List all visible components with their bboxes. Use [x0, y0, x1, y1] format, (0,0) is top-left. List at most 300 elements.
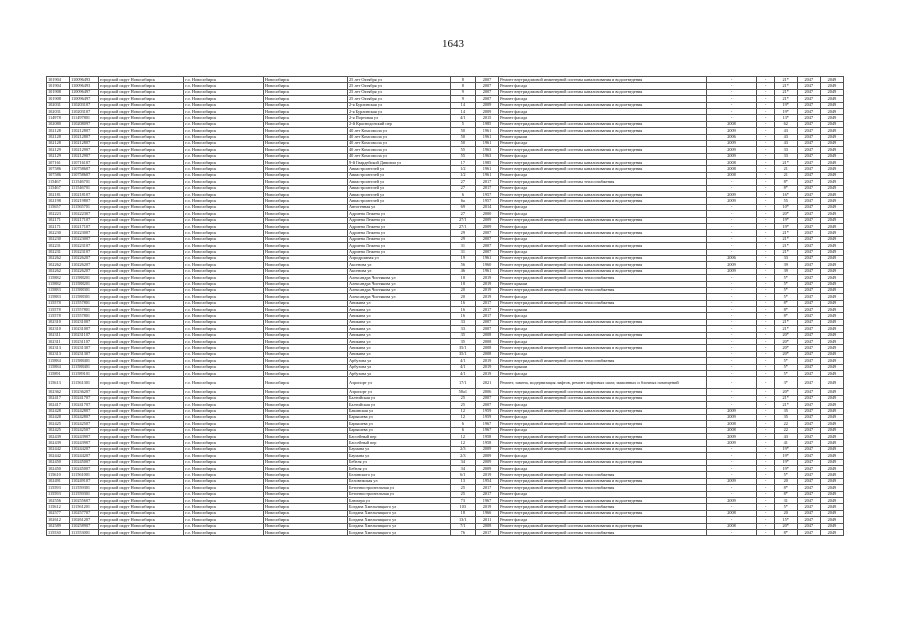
table-cell: 2049	[820, 223, 843, 229]
table-cell: Ремонт внутридомовой инженерной системы канализования и водоотведения	[499, 77, 707, 83]
table-cell: г.о. Новосибирск	[184, 377, 264, 389]
table-cell: Аникина ул	[348, 326, 451, 332]
table-cell: 102428	[47, 408, 70, 414]
table-cell: городской округ Новосибирск	[98, 510, 183, 516]
table-cell: 50	[450, 134, 475, 140]
table-cell: 62	[774, 121, 797, 127]
table-cell: городской округ Новосибирск	[98, 147, 183, 153]
table-cell: г.о. Новосибирск	[184, 115, 264, 121]
table-cell: 2049	[820, 491, 843, 497]
table-cell: Ремонт фасада	[499, 172, 707, 178]
table-cell: 2049	[820, 459, 843, 465]
table-cell: г.о. Новосибирск	[184, 414, 264, 420]
table-cell: -	[757, 230, 774, 236]
table-cell: городской округ Новосибирск	[98, 440, 183, 446]
table-cell: Новосибирск	[263, 446, 347, 452]
table-cell: 1959	[476, 408, 499, 414]
table-cell: г.о. Новосибирск	[184, 268, 264, 274]
table-cell: Новосибирск	[263, 230, 347, 236]
table-cell: Аксенова ул	[348, 268, 451, 274]
table-cell: 2047	[797, 402, 820, 408]
table-cell: 2049	[820, 395, 843, 401]
table-cell: 16	[450, 300, 475, 306]
table-cell: 2049	[820, 153, 843, 159]
table-cell: 25	[450, 395, 475, 401]
table-cell: 21*	[774, 395, 797, 401]
table-cell: 111588301	[70, 294, 99, 300]
table-cell: г.о. Новосибирск	[184, 77, 264, 83]
table-cell: -	[757, 179, 774, 185]
table-cell: -	[706, 326, 757, 332]
table-cell: 1957	[476, 198, 499, 204]
table-cell: Новосибирск	[263, 262, 347, 268]
table-cell: 2047	[797, 96, 820, 102]
table-cell: г.о. Новосибирск	[184, 498, 264, 504]
table-cell: 115578	[47, 307, 70, 313]
table-cell: 2049	[820, 115, 843, 121]
table-cell: 13/1	[450, 517, 475, 523]
table-cell: 19*	[774, 466, 797, 472]
table-cell: -	[757, 223, 774, 229]
table-cell: -	[706, 529, 757, 535]
table-cell: Новосибирск	[263, 281, 347, 287]
table-cell: Аникина ул	[348, 319, 451, 325]
table-cell: г.о. Новосибирск	[184, 332, 264, 338]
table-cell: 2047	[797, 319, 820, 325]
table-cell: Ремонт фасада	[499, 223, 707, 229]
table-cell: -	[757, 128, 774, 134]
table-cell: -	[706, 96, 757, 102]
table-cell: Ремонт фасада	[499, 294, 707, 300]
table-cell: Новосибирск	[263, 89, 347, 95]
table-cell: 2047	[797, 339, 820, 345]
table-cell: 2049	[820, 326, 843, 332]
table-cell: г.о. Новосибирск	[184, 434, 264, 440]
table-cell: 5*	[774, 281, 797, 287]
table-cell: Ремонт внутридомовой инженерной системы канализования и водоотведения	[499, 389, 707, 395]
table-cell: -	[757, 485, 774, 491]
table-cell: -	[757, 217, 774, 223]
table-cell: 2049	[820, 485, 843, 491]
table-cell: 2047	[797, 134, 820, 140]
table-cell: г.о. Новосибирск	[184, 517, 264, 523]
table-cell: г.о. Новосибирск	[184, 529, 264, 535]
table-cell: 27	[450, 179, 475, 185]
table-cell: 111588401	[70, 364, 99, 370]
table-cell: 27	[450, 185, 475, 191]
table-cell: Новосибирск	[263, 485, 347, 491]
table-cell: 115882	[47, 275, 70, 281]
table-cell: Новосибирск	[263, 491, 347, 497]
table-cell: Новосибирск	[263, 529, 347, 535]
table-cell: -	[757, 153, 774, 159]
table-cell: -	[757, 249, 774, 255]
table-cell: 6а	[450, 198, 475, 204]
table-cell: 21*	[774, 319, 797, 325]
table-cell: 21*	[774, 236, 797, 242]
table-cell: 2047	[797, 77, 820, 83]
table-cell: Ремонт внутридомовой инженерной системы теплоснабжения	[499, 504, 707, 510]
table-cell: 111588201	[70, 281, 99, 287]
table-cell: 1/2	[450, 166, 475, 172]
table-cell: 12	[450, 414, 475, 420]
table-cell: 1961	[476, 128, 499, 134]
table-cell: 115593	[47, 485, 70, 491]
table-cell: -	[757, 459, 774, 465]
table-cell: Белинского ул	[348, 472, 451, 478]
table-cell: городской округ Новосибирск	[98, 345, 183, 351]
table-cell: городской округ Новосибирск	[98, 485, 183, 491]
table-cell: городской округ Новосибирск	[98, 523, 183, 529]
table-cell: 115884	[47, 364, 70, 370]
table-cell: 2047	[797, 287, 820, 293]
table-cell: 2047	[797, 510, 820, 516]
table-cell: 102556	[47, 498, 70, 504]
table-cell: 2049	[820, 211, 843, 217]
table-cell: г.о. Новосибирск	[184, 160, 264, 166]
table-cell: Новосибирск	[263, 128, 347, 134]
table-cell: Блюхера ул	[348, 498, 451, 504]
table-cell: 29	[450, 236, 475, 242]
table-cell: -	[757, 243, 774, 249]
table-cell: городской округ Новосибирск	[98, 255, 183, 261]
table-cell: 9-й Гвардейской Дивизии ул	[348, 160, 451, 166]
table-cell: 2047	[797, 370, 820, 376]
table-cell: городской округ Новосибирск	[98, 287, 183, 293]
table-cell: 20*	[774, 211, 797, 217]
table-cell: 56	[450, 262, 475, 268]
table-cell: 2008	[476, 332, 499, 338]
table-cell: 2009	[706, 440, 757, 446]
table-cell: 2049	[820, 236, 843, 242]
table-cell: 35	[774, 414, 797, 420]
table-cell: 2047	[797, 172, 820, 178]
table-cell: 5*	[774, 504, 797, 510]
table-cell: 102417	[47, 402, 70, 408]
table-cell: Ремонт внутридомовой инженерной системы канализования и водоотведения	[499, 408, 707, 414]
table-cell: Новосибирск	[263, 166, 347, 172]
table-cell: городской округ Новосибирск	[98, 498, 183, 504]
table-cell: -	[757, 300, 774, 306]
table-cell: Барышева ул	[348, 414, 451, 420]
table-cell: 102128	[47, 134, 70, 140]
table-cell: -	[757, 358, 774, 364]
table-cell: 3*	[774, 377, 797, 389]
table-cell: городской округ Новосибирск	[98, 198, 183, 204]
table-cell: Бакинская ул	[348, 408, 451, 414]
table-cell: 115613	[47, 377, 70, 389]
table-cell: 2049	[820, 102, 843, 108]
table-cell: 2021	[476, 377, 499, 389]
table-cell: Ремонт внутридомовой инженерной системы канализования и водоотведения	[499, 268, 707, 274]
table-cell: Аэропорт ул	[348, 389, 451, 395]
table-cell: Баумана ул	[348, 453, 451, 459]
table-cell: -	[757, 134, 774, 140]
table-cell: 111561301	[70, 377, 99, 389]
table-cell: 2047	[797, 108, 820, 114]
table-cell: г.о. Новосибирск	[184, 300, 264, 306]
table-cell: 110243907	[70, 440, 99, 446]
table-cell: 12	[450, 440, 475, 446]
table-cell: 2009	[706, 153, 757, 159]
table-cell: -	[706, 446, 757, 452]
table-cell: 110261207	[70, 517, 99, 523]
table-cell: Адриена Лежена ул	[348, 249, 451, 255]
table-cell: 102310	[47, 326, 70, 332]
table-cell: Новосибирск	[263, 211, 347, 217]
table-cell: 1966	[476, 510, 499, 516]
table-cell: 110212907	[70, 147, 99, 153]
table-cell: 29	[450, 230, 475, 236]
table-cell: 1963	[476, 153, 499, 159]
table-cell: 1954	[476, 478, 499, 484]
table-cell: 2049	[820, 140, 843, 146]
table-cell: Ремонт внутридомовой инженерной системы канализования и водоотведения	[499, 147, 707, 153]
table-cell: 4/1	[450, 364, 475, 370]
table-cell: г.о. Новосибирск	[184, 230, 264, 236]
table-cell: 2008	[706, 172, 757, 178]
table-cell: Ремонт фасада	[499, 249, 707, 255]
table-cell: Новосибирск	[263, 319, 347, 325]
table-cell: 115883	[47, 294, 70, 300]
table-cell: -	[706, 472, 757, 478]
table-cell: 110096493	[70, 77, 99, 83]
table-cell: г.о. Новосибирск	[184, 172, 264, 178]
table-cell: Ремонт фасада	[499, 351, 707, 357]
table-cell: 34	[450, 459, 475, 465]
table-cell: -	[706, 115, 757, 121]
table-cell: г.о. Новосибирск	[184, 134, 264, 140]
table-cell: г.о. Новосибирск	[184, 198, 264, 204]
table-cell: -	[757, 440, 774, 446]
table-cell: 1961	[476, 268, 499, 274]
table-cell: 102198	[47, 198, 70, 204]
table-cell: 2009	[706, 262, 757, 268]
table-cell: 43	[774, 128, 797, 134]
table-cell: 111588301	[70, 287, 99, 293]
table-cell: 2049	[820, 128, 843, 134]
table-cell: Новосибирск	[263, 326, 347, 332]
table-cell: -	[757, 198, 774, 204]
table-cell: 115883	[47, 287, 70, 293]
table-cell: Ремонт внутридомовой инженерной системы канализования и водоотведения	[499, 459, 707, 465]
table-cell: 2049	[820, 166, 843, 172]
table-cell: 21*	[774, 243, 797, 249]
table-cell: 2047	[797, 230, 820, 236]
table-cell: г.о. Новосибирск	[184, 395, 264, 401]
table-cell: 35	[450, 339, 475, 345]
table-cell: 25 лет Октября ул	[348, 77, 451, 83]
table-cell: 2049	[820, 179, 843, 185]
table-cell: 2049	[820, 121, 843, 127]
table-cell: Новосибирск	[263, 204, 347, 210]
table-cell: 111588401	[70, 358, 99, 364]
table-cell: 110203107	[70, 108, 99, 114]
table-cell: 33	[450, 326, 475, 332]
table-cell: городской округ Новосибирск	[98, 370, 183, 376]
table-cell: Новосибирск	[263, 498, 347, 504]
table-cell: 2007	[476, 319, 499, 325]
table-cell: г.о. Новосибирск	[184, 243, 264, 249]
table-cell: 2047	[797, 140, 820, 146]
table-cell: 34	[450, 466, 475, 472]
table-cell: городской округ Новосибирск	[98, 236, 183, 242]
table-cell: городской округ Новосибирск	[98, 517, 183, 523]
table-cell: 2017	[476, 491, 499, 497]
table-cell: 110096493	[70, 83, 99, 89]
table-cell: Новосибирск	[263, 268, 347, 274]
table-cell: 2-й Краснодонский пер	[348, 121, 451, 127]
table-cell: г.о. Новосибирск	[184, 89, 264, 95]
table-cell: 102181	[47, 192, 70, 198]
table-cell: Бебеля ул	[348, 459, 451, 465]
table-cell: 14	[450, 108, 475, 114]
table-cell: городской округ Новосибирск	[98, 89, 183, 95]
table-cell: 27	[450, 211, 475, 217]
table-cell: Аникина ул	[348, 351, 451, 357]
table-cell: 2047	[797, 192, 820, 198]
table-cell: Адриена Лежена ул	[348, 243, 451, 249]
table-cell: 2047	[797, 517, 820, 523]
table-cell: 2007	[476, 236, 499, 242]
table-cell: городской округ Новосибирск	[98, 217, 183, 223]
table-cell: 102425	[47, 427, 70, 433]
table-cell: -	[757, 529, 774, 535]
table-cell: г.о. Новосибирск	[184, 83, 264, 89]
table-cell: 2-я Бурлинская ул	[348, 102, 451, 108]
table-cell: 2047	[797, 300, 820, 306]
table-cell: Ремонт внутридомовой инженерной системы теплоснабжения	[499, 300, 707, 306]
table-cell: 33	[450, 319, 475, 325]
table-cell: -	[757, 517, 774, 523]
table-cell: Аксенова ул	[348, 262, 451, 268]
table-cell: Ремонт фасада	[499, 185, 707, 191]
table-cell: 19*	[774, 217, 797, 223]
table-cell: -	[706, 249, 757, 255]
table-cell: 5*	[774, 358, 797, 364]
table-cell: 2047	[797, 358, 820, 364]
table-cell: -	[757, 498, 774, 504]
table-cell: 110226207	[70, 255, 99, 261]
table-cell: 50	[450, 128, 475, 134]
table-cell: Аникина ул	[348, 332, 451, 338]
table-cell: -	[757, 370, 774, 376]
table-cell: 115884	[47, 358, 70, 364]
table-cell: Александра Чистякова ул	[348, 287, 451, 293]
table-cell: 13	[450, 478, 475, 484]
table-cell: Ремонт внутридомовой инженерной системы канализования и водоотведения	[499, 243, 707, 249]
table-cell: 101908	[47, 89, 70, 95]
table-cell: 102128	[47, 140, 70, 146]
table-cell: -	[757, 402, 774, 408]
table-cell: 12	[450, 434, 475, 440]
table-cell: -	[706, 287, 757, 293]
table-cell: Ремонт фасада	[499, 427, 707, 433]
table-cell: 102311	[47, 339, 70, 345]
table-cell: 102031	[47, 102, 70, 108]
table-cell: 111546701	[70, 179, 99, 185]
table-cell: Ремонт внутридомовой инженерной системы теплоснабжения	[499, 287, 707, 293]
table-cell: Новосибирск	[263, 414, 347, 420]
table-cell: -	[706, 77, 757, 83]
table-cell: г.о. Новосибирск	[184, 319, 264, 325]
table-cell: Ремонт внутридомовой инженерной системы канализования и водоотведения	[499, 319, 707, 325]
table-cell: Ремонт внутридомовой инженерной системы канализования и водоотведения	[499, 255, 707, 261]
table-cell: 2049	[820, 510, 843, 516]
table-cell: -	[757, 147, 774, 153]
table-cell: г.о. Новосибирск	[184, 185, 264, 191]
table-cell: г.о. Новосибирск	[184, 121, 264, 127]
table-cell: 2049	[820, 294, 843, 300]
table-cell: 102442	[47, 453, 70, 459]
table-cell: 39	[774, 268, 797, 274]
table-cell: городской округ Новосибирск	[98, 230, 183, 236]
table-cell: Ремонт фасада	[499, 339, 707, 345]
table-cell: -	[706, 389, 757, 395]
table-cell: Барышева ул	[348, 421, 451, 427]
table-cell: Аникина ул	[348, 339, 451, 345]
table-cell: 39	[774, 262, 797, 268]
table-cell: 13*	[774, 115, 797, 121]
table-cell: 102171	[47, 223, 70, 229]
table-cell: 40 лет Комсомола ул	[348, 147, 451, 153]
table-cell: 111588201	[70, 275, 99, 281]
table-cell: 102417	[47, 395, 70, 401]
table-cell: -	[757, 446, 774, 452]
table-cell: городской округ Новосибирск	[98, 339, 183, 345]
table-cell: 2047	[797, 345, 820, 351]
table-cell: 2047	[797, 434, 820, 440]
table-cell: 40 лет Комсомола ул	[348, 128, 451, 134]
table-cell: 8*	[774, 313, 797, 319]
table-cell: 2017	[476, 313, 499, 319]
table-cell: 115593	[47, 491, 70, 497]
table-cell: 111561001	[70, 472, 99, 478]
table-cell: Новосибирск	[263, 389, 347, 395]
table-cell: 110226207	[70, 262, 99, 268]
table-cell: Новосибирск	[263, 108, 347, 114]
table-cell: -	[706, 108, 757, 114]
table-cell: Балтийская ул	[348, 402, 451, 408]
table-cell: 115891	[47, 370, 70, 376]
table-cell: городской округ Новосибирск	[98, 249, 183, 255]
table-cell: 102129	[47, 147, 70, 153]
table-cell: 1959	[476, 414, 499, 420]
table-cell: -	[706, 281, 757, 287]
table-cell: 2049	[820, 421, 843, 427]
table-cell: 2009	[476, 453, 499, 459]
table-cell: г.о. Новосибирск	[184, 128, 264, 134]
table-cell: 2049	[820, 517, 843, 523]
table-cell: 2049	[820, 408, 843, 414]
table-cell: 40 лет Комсомола ул	[348, 134, 451, 140]
table-cell: 115467	[47, 185, 70, 191]
table-cell: городской округ Новосибирск	[98, 134, 183, 140]
table-cell: -	[706, 211, 757, 217]
table-cell: 110242507	[70, 427, 99, 433]
table-cell: 20*	[774, 332, 797, 338]
table-cell: Ремонт внутридомовой инженерной системы теплоснабжения	[499, 472, 707, 478]
table-cell: Ремонт внутридомовой инженерной системы канализования и водоотведения	[499, 395, 707, 401]
table-cell: г.о. Новосибирск	[184, 102, 264, 108]
table-cell: городской округ Новосибирск	[98, 294, 183, 300]
table-cell: 7/1	[450, 523, 475, 529]
table-cell: 110223107	[70, 243, 99, 249]
table-cell: Новосибирск	[263, 223, 347, 229]
table-cell: 2047	[797, 166, 820, 172]
table-cell: -	[706, 179, 757, 185]
table-cell: 2047	[797, 281, 820, 287]
